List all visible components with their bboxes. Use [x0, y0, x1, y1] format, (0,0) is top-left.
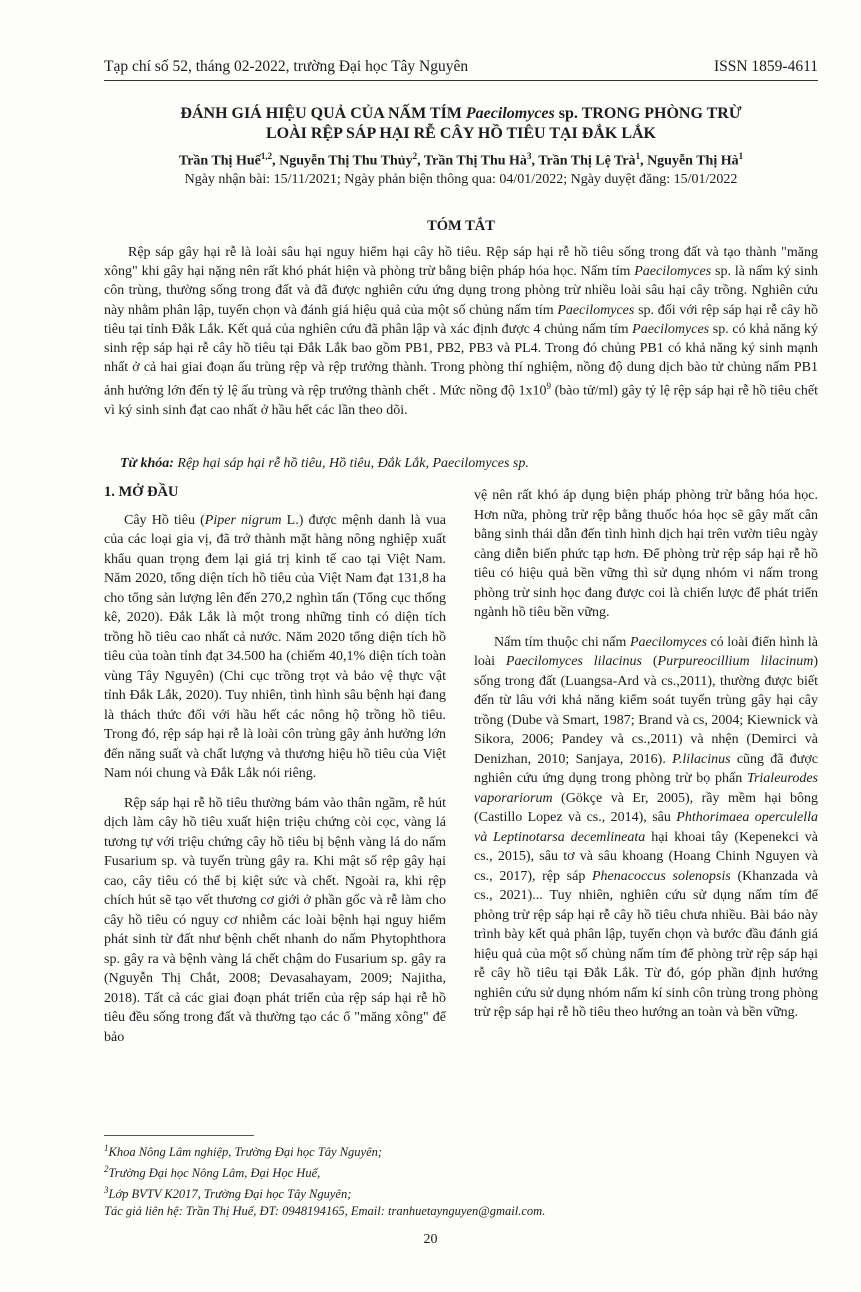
paper-title-line-2: LOÀI RỆP SÁP HẠI RỄ CÂY HỒ TIÊU TẠI ĐẮK LẮK: [266, 125, 656, 142]
paragraph-text: cũng đã được nghiên cứu ứng dụng trong phòng trừ bọ phấn: [474, 751, 818, 786]
title-genus: Paecilomyces: [465, 105, 555, 122]
right-column: [474, 486, 818, 1033]
journal-name: Tạp chí số 52, tháng 02-2022, trường Đại học Tây Nguyên: [104, 58, 469, 75]
author: Trần Thị Huế: [178, 153, 261, 169]
footnote: Tác giả liên hệ: Trần Thị Huế, ĐT: 0948194165, Email: tranhuetaynguyen@gmail.com.: [104, 1204, 546, 1219]
paragraph-text: (Gökçe và Er, 2005), rầy mềm hại bông (Castillo Lopez và cs., 2014), sâu: [474, 790, 818, 825]
author: Trần Thị Thu Hà: [423, 153, 527, 169]
affiliation-mark: 1: [635, 151, 641, 161]
footnote-mark: 3: [104, 1185, 109, 1196]
abstract-text: sp. đối với rệp sáp hại rễ cây hồ tiêu tại tỉnh Đắk Lắk. Kết quả của nghiên cứu đã phân lập và xác định được 4 chủng nấm tím: [104, 302, 818, 337]
paragraph: vệ nên rất khó áp dụng biện pháp phòng trừ bằng hóa học. Hơn nữa, phòng trừ rệp bằng thuốc hóa học sẽ gây mất cân bằng sinh thái dẫn đến tình hình dịch hại trên vườn tiêu ngày càng diễn biến phức tạp hơn. Để phòng trừ rệp sáp hại rễ hồ tiêu có hiệu quả bền vững thì sử dụng nhóm vi nấm trong phòng trừ sinh học đang được coi là chiến lược để phát triển ngành hồ tiêu bền vững.: [474, 488, 818, 620]
affiliation-mark: 1,2: [260, 151, 273, 161]
abstract-genus: Paecilomyces: [557, 302, 635, 318]
paragraph: [474, 633, 818, 1023]
footnotes: [104, 1140, 818, 1220]
keywords-label: Từ khóa:: [120, 456, 174, 471]
title-text: sp. TRONG PHÒNG TRỪ: [554, 105, 742, 122]
footnote-divider: [104, 1135, 254, 1136]
author: Trần Thị Lệ Trà: [538, 153, 636, 169]
paragraph-text: Nấm tím thuộc chi nấm: [494, 634, 630, 650]
issn: ISSN 1859-4611: [713, 58, 818, 75]
abstract-text: (bào tử/ml) gây tỷ lệ rệp sáp hại rễ hồ tiêu chết vì ký sinh sinh đạt cao nhất ở hầu hết các lần theo dõi.: [104, 384, 818, 419]
paragraph-text: Cây Hồ tiêu (: [124, 512, 205, 528]
species-name: Paecilomyces: [629, 634, 707, 650]
paragraph-text: L.) được mệnh danh là vua của các loại gia vị, đã trở thành mặt hàng nông nghiệp xuất khẩu quan trọng đem lại giá trị kinh tế cao tại Việt Nam. Năm 2020, tổng diện tích hồ tiêu của Việt Nam đạt 131,8 ha cho tổng sản lượng lên đến 270,2 nghìn tấn (Tổng cục thống kê, 2020). Đắk Lắk là một trong những tỉnh có diện tích trồng hồ tiêu cao nhất cả nước. Năm 2020 tổng diện tích hồ tiêu của toàn tỉnh đạt 34.500 ha (chiếm 40,1% diện tích toàn vùng Tây Nguyên) (Chi cục trồng trọt và bảo vệ thực vật tỉnh Đắk Lắk, 2020). Tuy nhiên, tình hình sâu bệnh hại đang là thách thức đối với hầu hết các nông hộ trồng hồ tiêu. Trong đó, rệp sáp hại rễ là loài côn trùng gây ảnh hưởng lớn đến năng suất và chất lượng và thương hiệu hồ tiêu của Việt Nam nói chung và Đắk Lắk nói riêng.: [104, 512, 446, 781]
page-number: 20: [423, 1232, 438, 1247]
species-name: P.lilacinus: [672, 751, 731, 767]
keywords: [120, 456, 820, 472]
species-name: Phthorimaea operculella và Leptinotarsa decemlineata: [474, 810, 819, 845]
species-name: Piper nigrum: [204, 512, 282, 528]
abstract-heading: TÓM TẮT: [427, 218, 495, 234]
submission-dates: Ngày nhận bài: 15/11/2021; Ngày phản biện thông qua: 04/01/2022; Ngày duyệt đăng: 15/01/2022: [184, 172, 738, 187]
paragraph: [104, 511, 446, 784]
author-list: Trần Thị Huế$^{1,2}$, Nguyễn Thị Thu Thủy$^2$, Trần Thị Thu $Hà^3$, Trần Thị Lệ Trà$^1$, Nguyễn Thị $Hà^1$: [178, 151, 744, 169]
species-name: Paecilomyces lilacinus: [505, 654, 642, 669]
title-text: ĐÁNH GIÁ HIỆU QUẢ CỦA NẤM TÍM: [180, 105, 466, 122]
abstract-text: sp. là nấm ký sinh côn trùng, thường sống trong đất và đã được nghiên cứu ứng dụng trong phòng trừ nhiều loài sâu hại cây trồng. Nghiên cứu này nhằm phân lập, tuyển chọn và đánh giá hiệu quả của một số chủng nấm tím: [104, 264, 818, 318]
exponent: 9: [546, 381, 552, 392]
affiliation-mark: 3: [526, 151, 532, 161]
paragraph-text: (: [641, 654, 658, 669]
abstract-text: sp. có khả năng ký sinh rệp sáp hại rễ cây hồ tiêu tại Đắk Lắk bao gồm PB1, PB2, PB3 và PL4. Trong đó chủng PB1 có khả năng ký sinh mạnh nhất ở cả hai giai đoạn ấu trùng rệp và rệp trưởng thành. Trong phòng thí nghiệm, nồng độ dung dịch bào tử chủng nấm PB1 ảnh hưởng lớn đến tỷ lệ ấu trùng và rệp trưởng thành chết . Mức nồng độ 1x10: [104, 321, 818, 400]
footnote-text: Trường Đại học Nông Lâm, Đại Học Huế,: [108, 1166, 321, 1181]
paragraph-text: có loài điển hình là loài: [474, 634, 818, 669]
author: Nguyễn Thị Thu Thủy: [279, 153, 413, 169]
left-column: [104, 483, 446, 1057]
paragraph-text: (Khanzada và cs., 2021)... Tuy nhiên, nghiên cứu sử dụng nấm tím để phòng trừ rệp sáp hại rễ cây hồ tiêu chưa nhiều. Bài báo này trình bày kết quả phân lập, tuyển chọn và bước đầu đánh giá hiệu quả của một số chủng nấm tím để phòng trừ rệp sáp hại rễ cây hồ tiêu tại Đắk Lắk. Từ đó, góp phần định hướng nghiên cứu sử dụng nhóm nấm kí sinh côn trùng trong phòng trừ rệp sáp hại rễ hồ tiêu theo hướng an toàn và bền vững.: [474, 868, 818, 1020]
footnote: [104, 1182, 818, 1203]
abstract-body: [104, 243, 818, 420]
footnote: [104, 1140, 818, 1161]
footnote-mark: 1: [104, 1143, 109, 1153]
author: Nguyễn Thị Hà: [647, 153, 739, 169]
species-name: Purpureocillium lilacinum: [657, 654, 814, 669]
species-name: Trialeurodes vaporariorum: [474, 771, 818, 806]
abstract-text: Rệp sáp gây hại rễ là loài sâu hại nguy hiểm hại cây hồ tiêu. Rệp sáp hại rễ hồ tiêu sống trong đất và tạo thành "măng xông" khi gây hại nặng nên rất khó phát hiện và phòng trừ bằng biện pháp hóa học. Nấm tím: [104, 245, 818, 280]
keywords-text: Rệp hại sáp hại rễ hồ tiêu, Hồ tiêu, Đắk Lắk, Paecilomyces sp.: [173, 456, 529, 471]
abstract-genus: Paecilomyces: [632, 321, 710, 337]
footnote: [104, 1161, 818, 1182]
paper-title-line-1: [104, 104, 818, 124]
footnote-text: Khoa Nông Lâm nghiệp, Trường Đại học Tây Nguyên;: [108, 1145, 383, 1160]
section-heading: 1. MỞ ĐẦU: [104, 484, 179, 500]
paragraph: Rệp sáp hại rễ hồ tiêu thường bám vào thân ngầm, rễ hút dịch làm cây hồ tiêu xuất hiện triệu chứng còi cọc, vàng lá tương tự với triệu chứng cây hồ tiêu bị bệnh vàng lá do nấm Fusarium sp. và tuyến trùng gây ra. Khi mật số rệp gây hại cao, cây tiêu có thể bị kiệt sức và chết. Ngoài ra, khi rệp chích hút sẽ tạo vết thương cơ giới ở phần gốc và rễ làm cho cây hồ tiêu có nguy cơ nhiễm các loài bệnh hại nguy hiểm phát sinh từ đất như bệnh chết nhanh do nấm Phytophthora sp. gây ra và bệnh vàng lá chết chậm do Fusarium sp. gây ra (Nguyễn Thị Chắt, 2008; Devasahayam, 2009; Najitha, 2018). Tất cả các giai đoạn phát triển của rệp sáp hại rễ hồ tiêu đều sống trong đất và thường tạo các ổ "măng xông" để bảo: [104, 795, 446, 1045]
paragraph-text: ) sống trong đất (Luangsa-Ard và cs.,2011), thường được biết đến từ lâu với khả năng kiểm soát tuyến trùng gây hại cây trồng (Dube và Smart, 1987; Brand và cs, 2004; Kiewnick và Sikora, 2006; Pandey và cs.,2011) và nhện (Demirci và Denizhan, 2010; Sanjaya, 2016).: [474, 654, 818, 767]
paragraph-text: hại khoai tây (Kepenekci và cs., 2015), sâu tơ và sâu khoang (Hoang Chinh Nguyen và cs., 2017), rệp sáp: [474, 829, 818, 884]
affiliation-mark: 2: [412, 151, 418, 161]
species-name: Phenacoccus solenopsis: [591, 868, 731, 884]
running-header: [104, 58, 818, 81]
footnote-mark: 2: [104, 1164, 109, 1175]
abstract-genus: Paecilomyces: [634, 264, 712, 280]
affiliation-mark: 1: [738, 151, 744, 161]
footnote-text: Lớp BVTV K2017, Trường Đại học Tây Nguyên;: [108, 1187, 352, 1202]
